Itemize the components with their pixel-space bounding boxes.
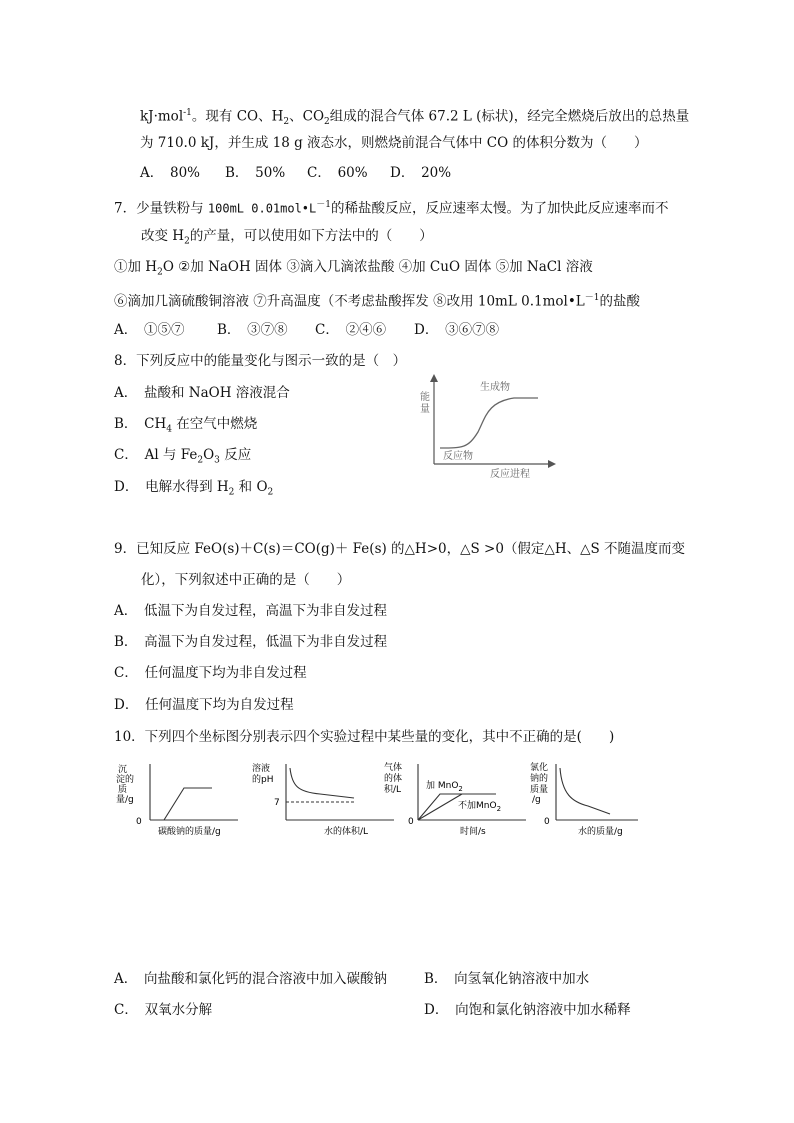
q10-g3-curve-no-mno2 bbox=[418, 794, 462, 820]
q10-option-d: D． 向饱和氯化钠溶液中加水稀释 bbox=[424, 1002, 631, 1018]
q8-energy-diagram bbox=[418, 372, 558, 480]
q7-option-b: B． ③⑦⑧ bbox=[217, 322, 288, 338]
svg-text:不加MnO2: 不加MnO$_2$ bbox=[458, 801, 502, 813]
q10-graph-4 bbox=[526, 758, 652, 840]
q9-option-a: A． 低温下为自发过程，高温下为非自发过程 bbox=[114, 603, 387, 619]
q8-product-label: 生成物 bbox=[480, 382, 510, 393]
svg-text:0: 0 bbox=[136, 817, 142, 827]
svg-text:质量: 质量 bbox=[530, 785, 549, 795]
q8-x-arrow bbox=[548, 460, 556, 468]
svg-text:0: 0 bbox=[408, 817, 414, 827]
q6-option-b: B． 50% bbox=[225, 165, 286, 181]
q10-option-c: C． 双氧水分解 bbox=[114, 1002, 213, 1018]
svg-text:氯化: 氯化 bbox=[530, 763, 549, 773]
svg-text:/g: /g bbox=[532, 795, 541, 805]
q8-energy-curve bbox=[440, 398, 538, 448]
q8-stem: 8．下列反应中的能量变化与图示一致的是（ ） bbox=[114, 353, 407, 369]
q10-option-b: B． 向氢氧化钠溶液中加水 bbox=[424, 971, 590, 987]
svg-text:时间/s: 时间/s bbox=[460, 827, 486, 837]
q8-option-c: C． Al 与 $Fe_2O_3$ 反应 bbox=[114, 447, 252, 466]
svg-text:水的质量/g: 水的质量/g bbox=[578, 827, 623, 837]
q10-g1-curve bbox=[164, 788, 212, 820]
svg-text:7: 7 bbox=[274, 798, 280, 808]
q8-y-arrow bbox=[430, 374, 438, 382]
q10-graph-2 bbox=[250, 758, 403, 840]
q7-option-c: C． ②④⑥ bbox=[315, 322, 387, 338]
svg-text:加 MnO2: 加 MnO$_2$ bbox=[426, 781, 463, 793]
q8-option-a: A． 盐酸和 NaOH 溶液混合 bbox=[114, 385, 290, 401]
q10-graph-1 bbox=[112, 758, 272, 840]
q9-option-b: B． 高温下为自发过程，低温下为非自发过程 bbox=[114, 634, 388, 650]
q8-ylabel-2: 量 bbox=[420, 404, 430, 415]
q9-line2: 化），下列叙述中正确的是（ ） bbox=[141, 572, 351, 588]
svg-text:钠的: 钠的 bbox=[530, 774, 549, 784]
q8-option-d: D． 电解水得到 $H_2$ 和 $O_2$ bbox=[114, 479, 274, 498]
q8-xlabel: 反应进程 bbox=[490, 469, 530, 480]
svg-text:积/L: 积/L bbox=[384, 785, 402, 795]
q6-option-c: C． 60% bbox=[307, 165, 368, 181]
q6-option-d: D． 20% bbox=[390, 165, 452, 181]
q7-option-d: D． ③⑥⑦⑧ bbox=[414, 322, 500, 338]
q8-ylabel-1: 能 bbox=[420, 392, 430, 403]
q7-line1: 7．少量铁粉与 100mL $0.01mol•L^{-1}$的稀盐酸反应，反应速率太慢。为了加快此反应速率而不 bbox=[114, 200, 669, 217]
svg-text:质: 质 bbox=[118, 785, 128, 795]
q10-g2-curve bbox=[290, 768, 354, 798]
svg-text:沉: 沉 bbox=[118, 765, 128, 775]
q7-option-a: A． ①⑤⑦ bbox=[114, 322, 185, 338]
q9-option-c: C． 任何温度下均为非自发过程 bbox=[114, 665, 307, 681]
q8-option-b: B． $CH_4$ 在空气中燃烧 bbox=[114, 416, 258, 435]
q8-reactant-label: 反应物 bbox=[443, 451, 473, 462]
q7-methods1: ①加 $H_2O$ ②加 NaOH 固体 ③滴入几滴浓盐酸 ④加 CuO 固体 ⑤加 NaCl 溶液 bbox=[114, 259, 593, 278]
svg-text:淀的: 淀的 bbox=[116, 775, 135, 785]
q10-g4-curve bbox=[560, 768, 610, 814]
q9-option-d: D． 任何温度下均为自发过程 bbox=[114, 697, 294, 713]
svg-text:碳酸钠的质量/g: 碳酸钠的质量/g bbox=[158, 827, 221, 837]
q7-line2: 改变 $H_2$的产量，可以使用如下方法中的（ ） bbox=[141, 228, 433, 247]
q10-option-a: A． 向盐酸和氯化钙的混合溶液中加入碳酸钠 bbox=[114, 971, 387, 987]
svg-text:水的体积/L: 水的体积/L bbox=[324, 827, 369, 837]
q7-methods2: ⑥滴加几滴硫酸铜溶液 ⑦升高温度（不考虑盐酸挥发 ⑧改用 10mL $0.1mol•L^{-1}$的盐酸 bbox=[114, 293, 640, 310]
svg-text:量/g: 量/g bbox=[116, 795, 134, 805]
svg-text:0: 0 bbox=[544, 817, 550, 827]
svg-text:溶液: 溶液 bbox=[252, 764, 271, 774]
q10-stem: 10．下列四个坐标图分别表示四个实验过程中某些量的变化，其中不正确的是( ) bbox=[114, 729, 615, 745]
q6-line2: 为 710.0 kJ，并生成 18 g 液态水，则燃烧前混合气体中 CO 的体积分数为（ ） bbox=[140, 135, 648, 151]
svg-text:的pH: 的pH bbox=[252, 775, 274, 785]
q9-line1: 9．已知反应 FeO(s)＋C(s)＝CO(g)＋ Fe(s) 的△H>0，△S >0（假定△H、△S 不随温度而变 bbox=[114, 541, 686, 557]
svg-text:的体: 的体 bbox=[384, 774, 403, 784]
q10-graph-3 bbox=[382, 758, 542, 840]
q6-line1: kJ·mol$^{-1}$。现有 CO、$H_2$、$CO_2$组成的混合气体 67.2 L (标状)，经完全燃烧后放出的总热量 bbox=[140, 108, 690, 128]
svg-text:气体: 气体 bbox=[384, 763, 403, 773]
q6-option-a: A． 80% bbox=[140, 165, 201, 181]
